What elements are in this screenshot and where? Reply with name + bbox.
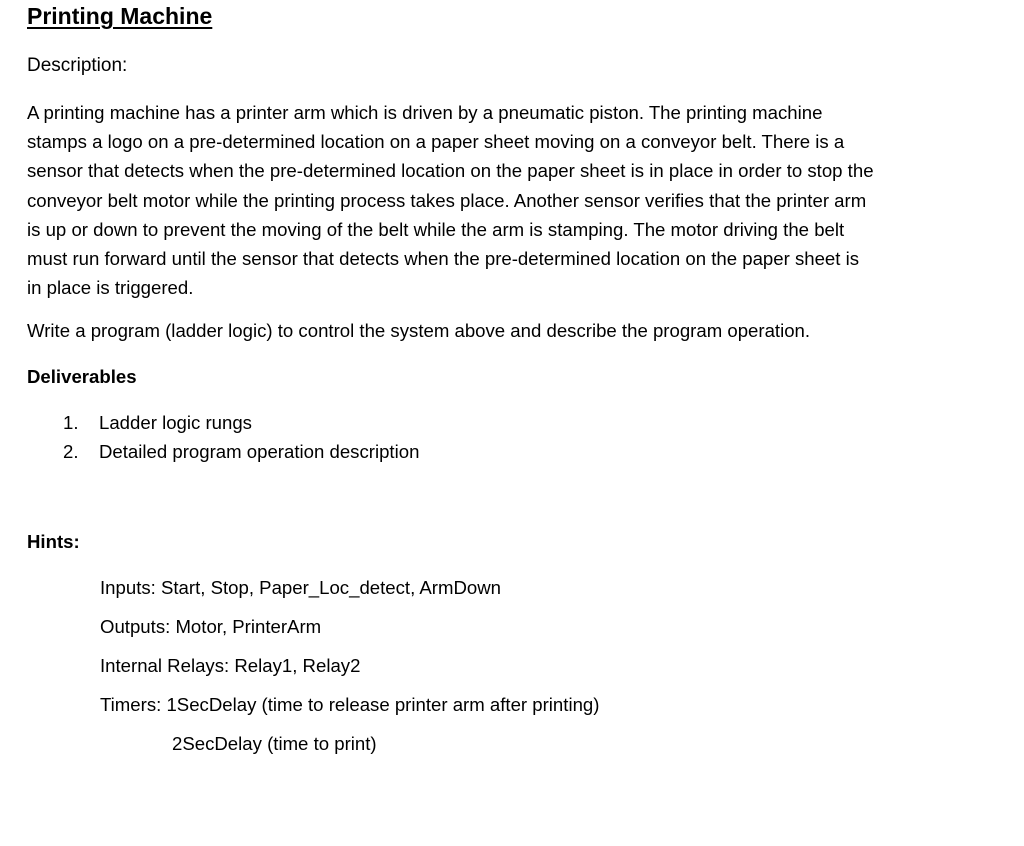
hint-timer-2sec: 2SecDelay (time to print)	[172, 733, 377, 754]
list-item-number: 1.	[63, 412, 79, 433]
hint-internal-relays: Internal Relays: Relay1, Relay2	[100, 655, 361, 676]
description-line: is up or down to prevent the moving of the belt while the arm is stamping. The motor driving the belt	[27, 218, 845, 240]
description-line: A printing machine has a printer arm which is driven by a pneumatic piston. The printing machine	[27, 102, 823, 123]
list-item-text: Detailed program operation description	[99, 441, 420, 462]
hints-heading: Hints:	[27, 531, 80, 552]
list-item	[63, 437, 419, 466]
deliverables-heading: Deliverables	[27, 366, 137, 387]
document-title: Printing Machine	[27, 3, 213, 29]
description-label: Description:	[27, 55, 128, 76]
hint-timers: Timers: 1SecDelay (time to release printer arm after printing)	[100, 694, 600, 715]
description-line: sensor that detects when the pre-determined location on the paper sheet is in place in order to stop the	[27, 160, 874, 182]
list-item	[63, 408, 419, 437]
task-statement: Write a program (ladder logic) to control the system above and describe the program operation.	[27, 320, 811, 341]
list-item-number: 2.	[63, 441, 79, 462]
description-line: stamps a logo on a pre-determined location on a paper sheet moving on a conveyor belt. There is a	[27, 131, 845, 153]
hint-inputs: Inputs: Start, Stop, Paper_Loc_detect, ArmDown	[100, 577, 502, 598]
description-line: must run forward until the sensor that detects when the pre-determined location on the paper sheet is	[27, 248, 860, 270]
description-line: conveyor belt motor while the printing process takes place. Another sensor verifies that the printer arm	[27, 189, 867, 211]
description-paragraph	[27, 98, 972, 302]
list-item-text: Ladder logic rungs	[99, 412, 252, 433]
deliverables-list	[63, 408, 419, 466]
hint-outputs: Outputs: Motor, PrinterArm	[100, 616, 322, 637]
description-line: in place is triggered.	[27, 277, 194, 299]
